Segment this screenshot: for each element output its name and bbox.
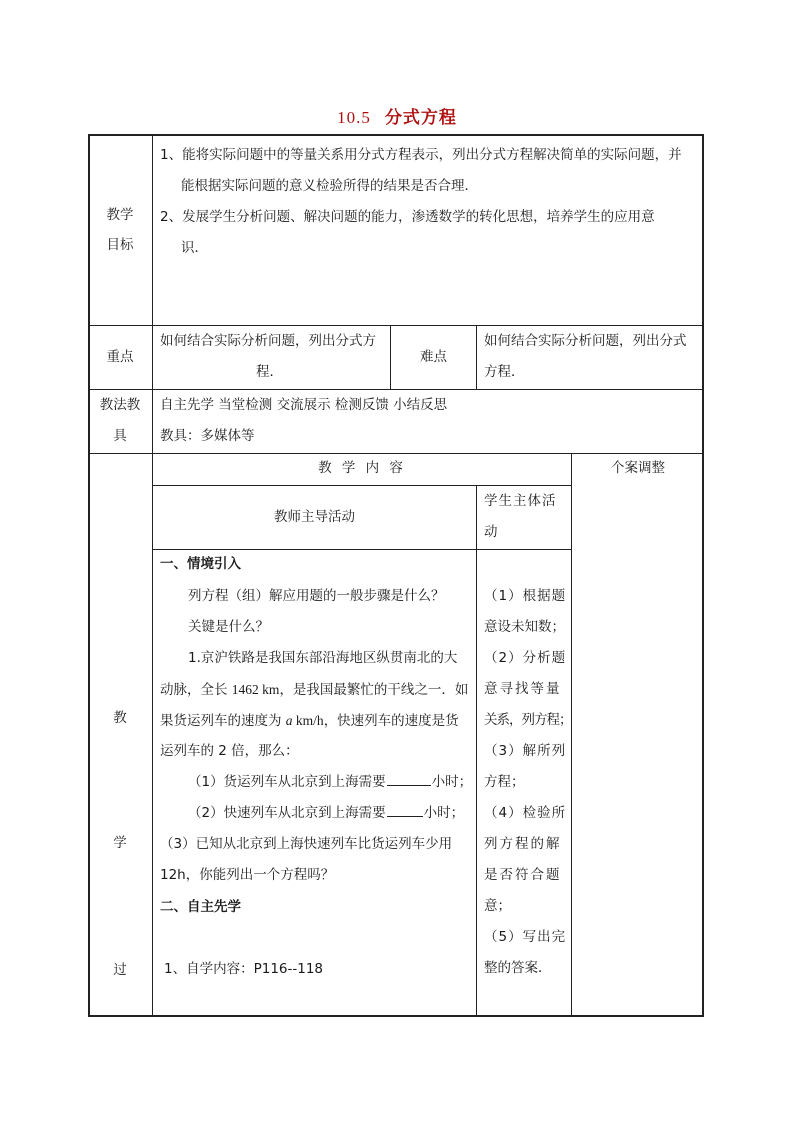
keypoint-line-1: 如何结合实际分析问题，列出分式方: [160, 333, 376, 349]
speed-variable: a: [285, 713, 293, 728]
student-step-line-10: 是否符合题: [484, 867, 562, 883]
keypoint-line-2: 程．: [256, 364, 283, 380]
question-steps: 列方程（组）解应用题的一般步骤是什么？: [188, 588, 445, 604]
student-step-line-6: （3）解所列: [484, 743, 567, 759]
section-self-study-title: 二、自主先学: [160, 899, 241, 915]
keypoint-label: 重点: [106, 349, 134, 365]
process-label-char-2: 学: [113, 835, 127, 851]
student-step-line-3: （2）分析题: [484, 650, 567, 666]
title-text: 分式方程: [384, 108, 457, 128]
teacher-activity-header: 教师主导活动: [274, 509, 355, 525]
student-step-line-9: 列方程的解: [484, 836, 562, 852]
process-label-char-3: 过: [113, 962, 127, 978]
col-divider-student: [476, 485, 477, 1017]
speed-unit: km/h: [292, 713, 324, 728]
student-step-line-2: 意设未知数；: [484, 619, 565, 635]
answer-blank-1: [387, 773, 431, 786]
difficulty-line-2: 方程．: [484, 364, 525, 380]
goals-label-line2: 目标: [106, 237, 134, 253]
student-step-line-12: （5）写出完: [484, 929, 567, 945]
self-study-content: 1、自学内容：P116--118: [164, 961, 324, 977]
student-header-line2: 动: [484, 524, 498, 540]
goals-line-4: 识．: [181, 240, 208, 256]
student-header-line1: 学生主体活: [484, 493, 557, 509]
subquestion-3-line-2: 12h，你能列出一个方程吗？: [160, 867, 335, 883]
student-step-line-1: （1）根据题: [484, 588, 567, 604]
methods-label: [88, 390, 152, 452]
problem-line-2: 动脉，全长 1462 km，是我国最繁忙的干线之一．如: [160, 682, 469, 698]
goals-line-1: 1、能将实际问题中的等量关系用分式方程表示，列出分式方程解决简单的实际问题，并: [160, 147, 682, 163]
adjust-header: 个案调整: [611, 460, 665, 476]
subquestion-3-line-1: （3）已知从北京到上海快速列车比货运列车少用: [160, 836, 453, 852]
subquestion-1: （1）货运列车从北京到上海需要 小时；: [188, 774, 473, 790]
student-step-line-13: 整的答案．: [484, 960, 552, 976]
goals-line-2: 能根据实际问题的意义检验所得的结果是否合理．: [181, 178, 478, 194]
goals-label-line1: 教学: [106, 207, 134, 223]
problem-line-3: 果货运列车的速度为 a km/h，快速列车的速度是货: [160, 713, 459, 729]
page-title: [0, 103, 794, 128]
methods-line-2: 教具：多媒体等: [160, 428, 255, 444]
methods-line-1: 自主先学 当堂检测 交流展示 检测反馈 小结反思: [160, 397, 448, 413]
section-situation-title: 一、情境引入: [160, 556, 241, 572]
content-header: 教 学 内 容: [318, 460, 406, 476]
goals-label: [88, 200, 152, 260]
length-value: 1462 km: [231, 682, 280, 697]
problem-line-4: 运列车的 2 倍，那么：: [160, 743, 299, 759]
difficulty-label: 难点: [420, 349, 447, 365]
methods-label-line2: 具: [113, 428, 127, 444]
student-step-line-8: （4）检验所: [484, 805, 567, 821]
student-step-line-11: 意；: [484, 898, 511, 914]
subquestion-2: （2）快速列车从北京到上海需要 小时；: [188, 805, 465, 821]
methods-label-line1: 教法教: [99, 397, 141, 413]
question-key: 关键是什么？: [188, 619, 269, 635]
goals-line-3: 2、发展学生分析问题、解决问题的能力，渗透数学的转化思想，培养学生的应用意: [160, 209, 655, 225]
process-label-char-1: 教: [113, 710, 127, 726]
col-divider-label: [152, 134, 153, 1017]
title-number: 10.5: [337, 108, 371, 127]
difficulty-line-1: 如何结合实际分析问题，列出分式: [484, 333, 687, 349]
student-step-line-4: 意寻找等量: [484, 681, 562, 697]
student-step-line-5: 关系，列方程；: [484, 712, 572, 728]
answer-blank-2: [387, 804, 423, 817]
problem-line-1: 1.京沪铁路是我国东部沿海地区纵贯南北的大: [188, 650, 458, 666]
student-step-line-7: 方程；: [484, 774, 525, 790]
col-divider-keypoints-2: [476, 325, 477, 389]
student-activity-header: [484, 486, 557, 548]
